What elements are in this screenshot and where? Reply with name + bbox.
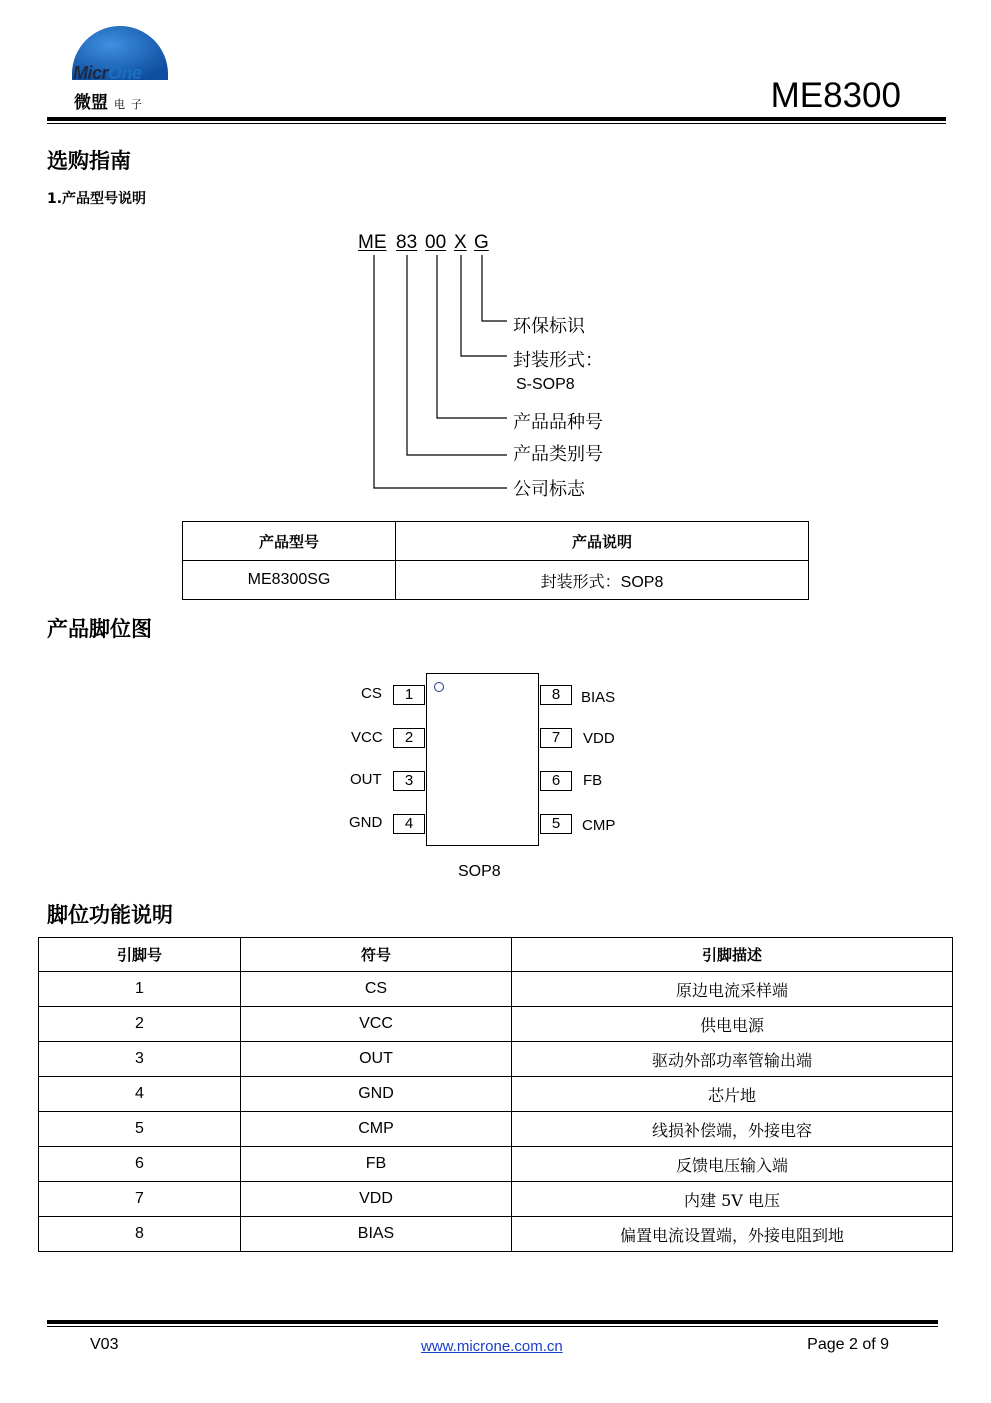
pin1-marker: [434, 682, 444, 692]
pin-number-cell: 7: [39, 1182, 241, 1217]
table-header: 产品说明: [396, 522, 809, 561]
pin-number-cell: 2: [39, 1007, 241, 1042]
pin-number: 8: [540, 685, 572, 705]
chip-body: [426, 673, 539, 846]
pin-number-cell: 1: [39, 972, 241, 1007]
pin-symbol-cell: GND: [241, 1077, 512, 1112]
pin-number: 6: [540, 771, 572, 791]
pin-symbol-cell: FB: [241, 1147, 512, 1182]
pin-name: BIAS: [581, 689, 616, 706]
pin-description-cell: 反馈电压输入端: [512, 1147, 953, 1182]
pin-number: 3: [393, 771, 425, 791]
table-header-row: [183, 522, 809, 561]
package-label: SOP8: [458, 863, 501, 880]
pin-description-cell: 偏置电流设置端，外接电阻到地: [512, 1217, 953, 1252]
pin-description-cell: 线损补偿端，外接电容: [512, 1112, 953, 1147]
pin-symbol-cell: BIAS: [241, 1217, 512, 1252]
pin-number-cell: 3: [39, 1042, 241, 1077]
pin-symbol-cell: VCC: [241, 1007, 512, 1042]
pin-number-cell: 5: [39, 1112, 241, 1147]
section-heading-pinout: 产品脚位图: [47, 617, 152, 641]
table-row: [39, 1007, 953, 1042]
section-heading-selection-guide: 选购指南: [47, 149, 131, 173]
pin-number: 7: [540, 728, 572, 748]
pin-function-table: [38, 937, 953, 1252]
pin-name: GND: [349, 814, 383, 831]
pin-number: 5: [540, 814, 572, 834]
table-row: [39, 1112, 953, 1147]
table-cell-description: [396, 561, 809, 600]
table-cell-model: ME8300SG: [183, 561, 396, 600]
legend-package: 封装形式：: [513, 350, 603, 371]
logo-chinese-name: 微盟 电子: [74, 93, 148, 113]
pin-symbol-cell: CMP: [241, 1112, 512, 1147]
document-title: ME8300: [770, 76, 901, 115]
model-table: [182, 521, 809, 600]
code-segment-category: 83: [396, 232, 418, 253]
table-header: 产品型号: [183, 522, 396, 561]
table-row: [39, 972, 953, 1007]
footer-rule-thin: [47, 1326, 938, 1327]
pin-description-cell: 内建 5V 电压: [512, 1182, 953, 1217]
table-header-row: [39, 938, 953, 972]
table-header: 符号: [241, 938, 512, 972]
logo-wordmark: MicrOne: [73, 63, 142, 83]
pin-number: 2: [393, 728, 425, 748]
code-segment-company: ME: [358, 232, 387, 253]
table-row: [183, 561, 809, 600]
pin-number-cell: 6: [39, 1147, 241, 1182]
pin-number-cell: 4: [39, 1077, 241, 1112]
pin-description-cell: 供电电源: [512, 1007, 953, 1042]
pin-symbol-cell: CS: [241, 972, 512, 1007]
code-segment-eco: G: [474, 232, 489, 253]
pin-description-cell: 芯片地: [512, 1077, 953, 1112]
description-label: 封装形式：: [540, 571, 621, 591]
pin-name: VDD: [583, 730, 615, 747]
table-row: [39, 1217, 953, 1252]
legend-eco: 环保标识: [513, 316, 585, 337]
table-row: [39, 1042, 953, 1077]
table-row: [39, 1147, 953, 1182]
code-segment-variety: 00: [425, 232, 447, 253]
code-connector-lines: [0, 0, 991, 520]
subheading-model-code: 1.产品型号说明: [47, 191, 147, 207]
pin-number-cell: 8: [39, 1217, 241, 1252]
pin-name: VCC: [351, 729, 383, 746]
pin-symbol-cell: OUT: [241, 1042, 512, 1077]
table-row: [39, 1182, 953, 1217]
pin-symbol-cell: VDD: [241, 1182, 512, 1217]
pin-number: 4: [393, 814, 425, 834]
table-header: 引脚号: [39, 938, 241, 972]
pin-name: OUT: [350, 771, 382, 788]
code-segment-package: X: [454, 232, 467, 253]
pin-number: 1: [393, 685, 425, 705]
footer-website-link[interactable]: www.microne.com.cn: [421, 1338, 563, 1355]
footer-version: V03: [90, 1336, 119, 1353]
table-header: 引脚描述: [512, 938, 953, 972]
footer-page-number: Page 2 of 9: [807, 1336, 889, 1353]
pin-description-cell: 驱动外部功率管输出端: [512, 1042, 953, 1077]
pin-description-cell: 原边电流采样端: [512, 972, 953, 1007]
pin-name: CS: [361, 685, 382, 702]
pin-name: CMP: [582, 817, 616, 834]
footer-rule: [47, 1320, 938, 1324]
legend-package-value: S-SOP8: [516, 376, 575, 393]
legend-category: 产品类别号: [513, 444, 603, 465]
section-heading-pin-functions: 脚位功能说明: [47, 903, 173, 927]
legend-company: 公司标志: [513, 479, 585, 500]
pin-name: FB: [583, 772, 603, 789]
description-value: SOP8: [620, 573, 664, 591]
legend-variety: 产品品种号: [513, 412, 603, 433]
table-row: [39, 1077, 953, 1112]
